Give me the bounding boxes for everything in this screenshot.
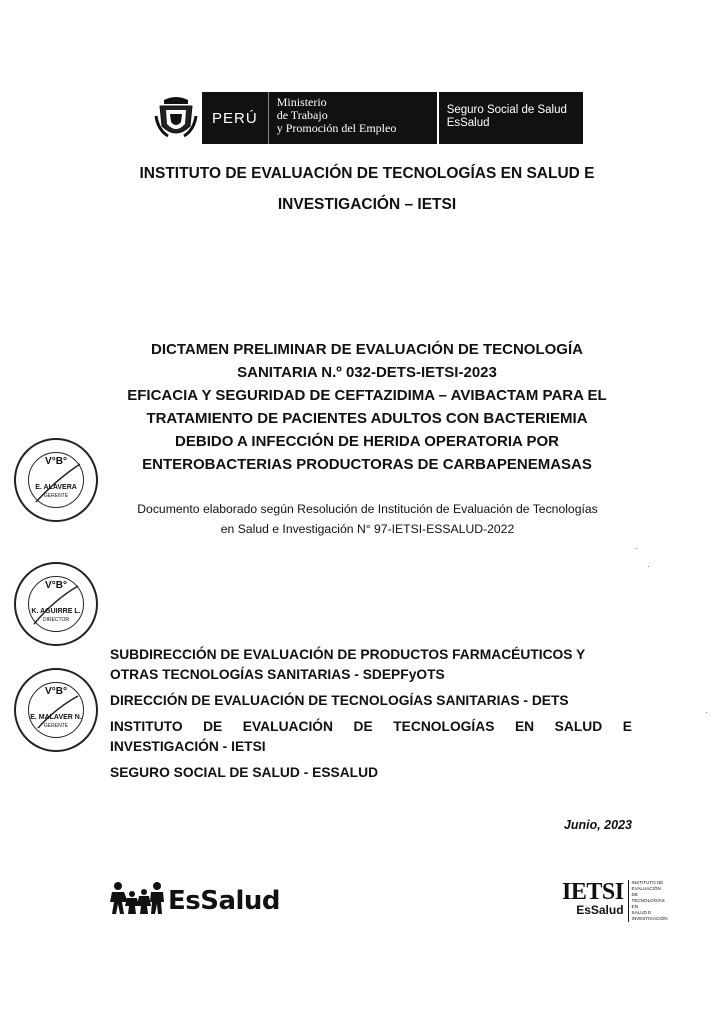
ietsi-logo-desc	[628, 880, 666, 922]
ietsi-desc-line: EVALUACIÓN DE	[631, 886, 661, 897]
scan-speck	[636, 548, 637, 549]
ietsi-logo-main	[562, 880, 624, 916]
document-date: Junio, 2023	[563, 818, 632, 832]
agency-label	[439, 92, 583, 144]
approval-stamp	[14, 562, 98, 646]
org-word: E	[622, 719, 632, 734]
institute-title	[40, 158, 694, 220]
ministry-line: Ministerio	[276, 95, 327, 109]
ietsi-logo-text: IETSI	[562, 879, 624, 905]
ietsi-desc-line: INVESTIGACIÓN	[631, 916, 668, 921]
org-word: EVALUACIÓN	[242, 719, 333, 734]
org-essalud: SEGURO SOCIAL DE SALUD - ESSALUD	[110, 765, 379, 780]
org-subdireccion	[110, 645, 632, 685]
stamp-vb: V°B°	[45, 456, 67, 467]
ministry-line: y Promoción del Empleo	[276, 121, 397, 135]
stamp-name: E. ALAVERA	[35, 484, 77, 491]
family-figures-icon	[110, 880, 164, 916]
stamp-vb: V°B°	[45, 580, 67, 591]
org-word: DE	[203, 719, 223, 734]
org-word: EN	[514, 719, 535, 734]
institute-title-line: INSTITUTO DE EVALUACIÓN DE TECNOLOGÍAS EN SALUD E	[139, 165, 595, 182]
institute-title-line: INVESTIGACIÓN – IETSI	[277, 196, 457, 213]
government-banner	[150, 92, 583, 144]
org-line: INVESTIGACIÓN - IETSI	[110, 739, 266, 754]
approval-stamp	[14, 438, 98, 522]
ietsi-logo-sub: EsSalud	[576, 903, 624, 917]
dictamen-line: TRATAMIENTO DE PACIENTES ADULTOS CON BACTERIEMIA	[146, 410, 588, 427]
agency-line: EsSalud	[446, 117, 490, 129]
ietsi-logo	[562, 880, 666, 922]
ministry-label	[269, 92, 439, 144]
org-word: DE	[353, 719, 373, 734]
dictamen-line: ENTEROBACTERIAS PRODUCTORAS DE CARBAPENEMASAS	[142, 456, 592, 473]
stamp-name: K. AGUIRRE L.	[31, 608, 81, 615]
stamp-role: GERENTE	[43, 723, 69, 729]
document-note-line: Documento elaborado según Resolución de Institución de Evaluación de Tecnologías	[137, 502, 598, 516]
ietsi-desc-line: TECNOLOGÍAS EN	[631, 898, 665, 909]
org-word: INSTITUTO	[110, 719, 183, 734]
stamp-vb: V°B°	[45, 686, 67, 697]
org-word: SALUD	[554, 719, 603, 734]
org-ietsi	[110, 717, 632, 757]
dictamen-line: DICTAMEN PRELIMINAR DE EVALUACIÓN DE TECNOLOGÍA	[151, 341, 583, 358]
ietsi-desc-line: SALUD E	[631, 910, 652, 915]
agency-line: Seguro Social de Salud	[446, 104, 567, 116]
organizations-list	[110, 645, 632, 789]
document-note	[100, 499, 635, 539]
peru-label: PERÚ	[202, 92, 269, 144]
scan-speck	[706, 712, 707, 713]
org-ietsi-line1	[110, 717, 632, 737]
ministry-line: de Trabajo	[276, 108, 328, 122]
peru-coat-of-arms-icon	[150, 92, 202, 144]
approval-stamp	[14, 668, 98, 752]
org-word: TECNOLOGÍAS	[393, 719, 495, 734]
dictamen-line: EFICACIA Y SEGURIDAD DE CEFTAZIDIMA – AVIBACTAM PARA EL	[127, 387, 607, 404]
ietsi-desc-line: INSTITUTO DE	[631, 880, 664, 885]
org-dets: DIRECCIÓN DE EVALUACIÓN DE TECNOLOGÍAS SANITARIAS - DETS	[110, 693, 569, 708]
dictamen-title	[60, 338, 674, 476]
dictamen-line: DEBIDO A INFECCIÓN DE HERIDA OPERATORIA POR	[175, 433, 559, 450]
stamp-role: DIRECTOR	[42, 617, 70, 623]
essalud-logo-text: EsSalud	[168, 886, 281, 916]
scan-speck	[648, 566, 649, 567]
dictamen-line: SANITARIA N.º 032-DETS-IETSI-2023	[237, 364, 497, 381]
org-line: OTRAS TECNOLOGÍAS SANITARIAS - SDEPFyOTS	[110, 667, 445, 682]
org-line: SUBDIRECCIÓN DE EVALUACIÓN DE PRODUCTOS FARMACÉUTICOS Y	[110, 647, 586, 662]
essalud-logo	[110, 880, 280, 916]
document-note-line: en Salud e Investigación N° 97-IETSI-ESSALUD-2022	[220, 522, 515, 536]
stamp-role: GERENTE	[43, 493, 69, 499]
stamp-name: E. MALAVER N.	[30, 714, 82, 721]
